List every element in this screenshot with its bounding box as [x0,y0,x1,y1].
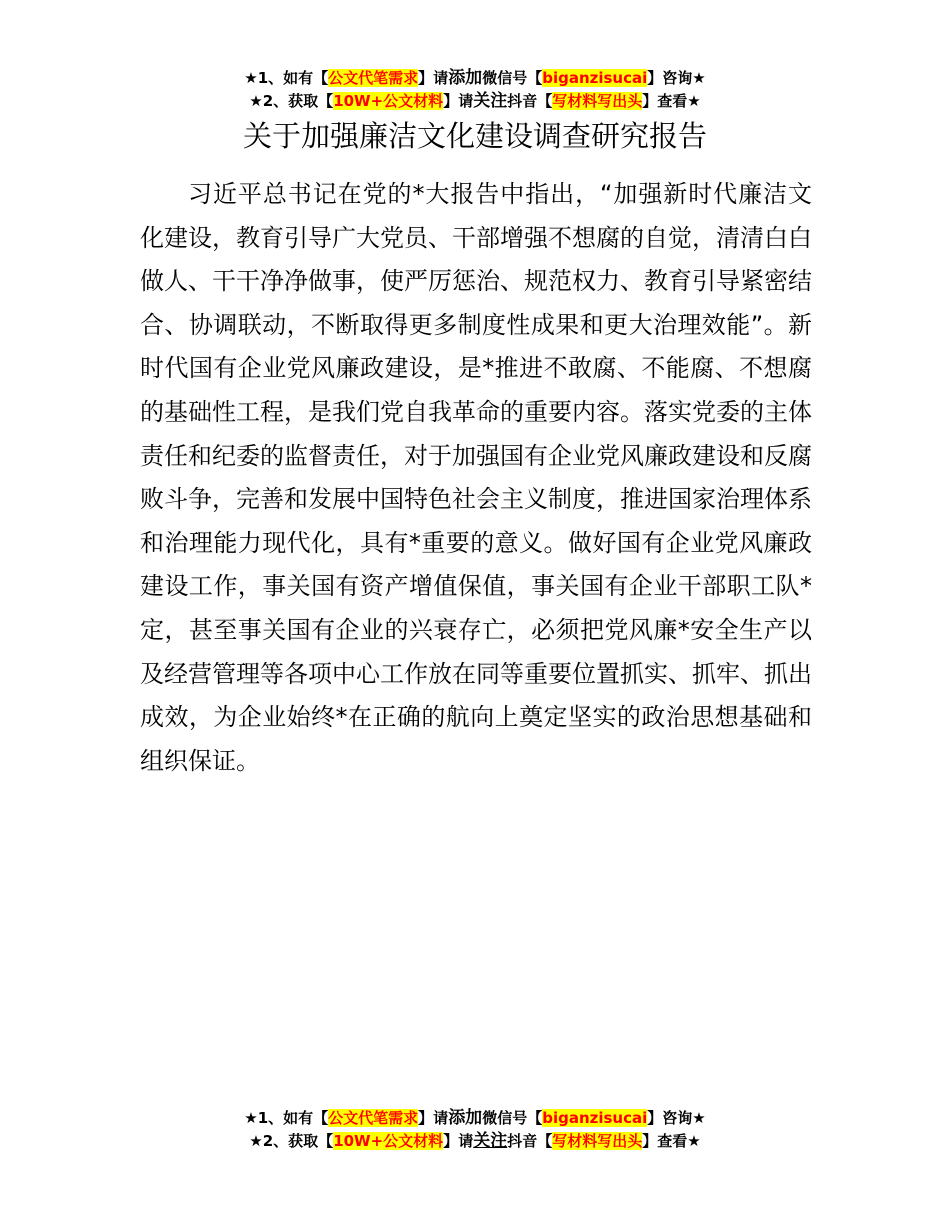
banner-line-2 [0,90,950,113]
banner-text: 】请 [418,1109,449,1127]
banner-highlight: biganzisucai [542,69,648,87]
body-paragraph: 习近平总书记在党的*大报告中指出，“加强新时代廉洁文化建设，教育引导广大党员、干部增强不想腐的自觉，清清白白做人、干干净净做事，使严厉惩治、规范权力、教育引导紧密结合、协调联动，不断取得更多制度性成果和更大治理效能”。新时代国有企业党风廉政建设，是*推进不敢腐、不能腐、不想腐的基础性工程，是我们党自我革命的重要内容。落实党委的主体责任和纪委的监督责任，对于加强国有企业党风廉政建设和反腐败斗争，完善和发展中国特色社会主义制度，推进国家治理体系和治理能力现代化，具有*重要的意义。做好国有企业党风廉政建设工作，事关国有资产增值保值，事关国有企业干部职工队*定，甚至事关国有企业的兴衰存亡，必须把党风廉*安全生产以及经营管理等各项中心工作放在同等重要位置抓实、抓牢、抓出成效，为企业始终*在正确的航向上奠定坚实的政治思想基础和组织保证。 [140,180,812,775]
banner-text: 抖音【 [507,92,553,110]
banner-line-2 [0,1130,950,1153]
banner-text: ★1、如有【 [244,69,329,87]
banner-text: 】咨询★ [647,1109,706,1127]
banner-highlight: 公文代笔需求 [328,1109,419,1127]
banner-highlight: 写材料写出头 [552,92,643,110]
banner-text: 微信号【 [482,69,543,87]
header-banner [0,67,950,113]
banner-text: ★2、获取【 [249,92,334,110]
banner-highlight: 公文代笔需求 [328,69,419,87]
banner-line-1 [0,1107,950,1130]
banner-text: 】咨询★ [647,69,706,87]
banner-line-1 [0,67,950,90]
banner-highlight: biganzisucai [542,1109,648,1127]
banner-text: 】查看★ [642,92,701,110]
banner-text: 】请 [443,92,474,110]
banner-text: 】查看★ [642,1132,701,1150]
banner-emphasis: 添加 [448,68,483,88]
banner-emphasis: 关注 [473,1131,508,1151]
banner-highlight: 10W+公文材料 [333,1132,444,1150]
banner-text: ★2、获取【 [249,1132,334,1150]
banner-text: 抖音【 [507,1132,553,1150]
banner-emphasis: 关注 [473,91,508,111]
banner-text: 微信号【 [482,1109,543,1127]
document-title: 关于加强廉洁文化建设调查研究报告 [242,119,707,153]
banner-highlight: 写材料写出头 [552,1132,643,1150]
banner-emphasis: 添加 [448,1108,483,1128]
banner-text: ★1、如有【 [244,1109,329,1127]
banner-text: 】请 [418,69,449,87]
footer-banner [0,1107,950,1153]
banner-text: 】请 [443,1132,474,1150]
banner-highlight: 10W+公文材料 [333,92,444,110]
